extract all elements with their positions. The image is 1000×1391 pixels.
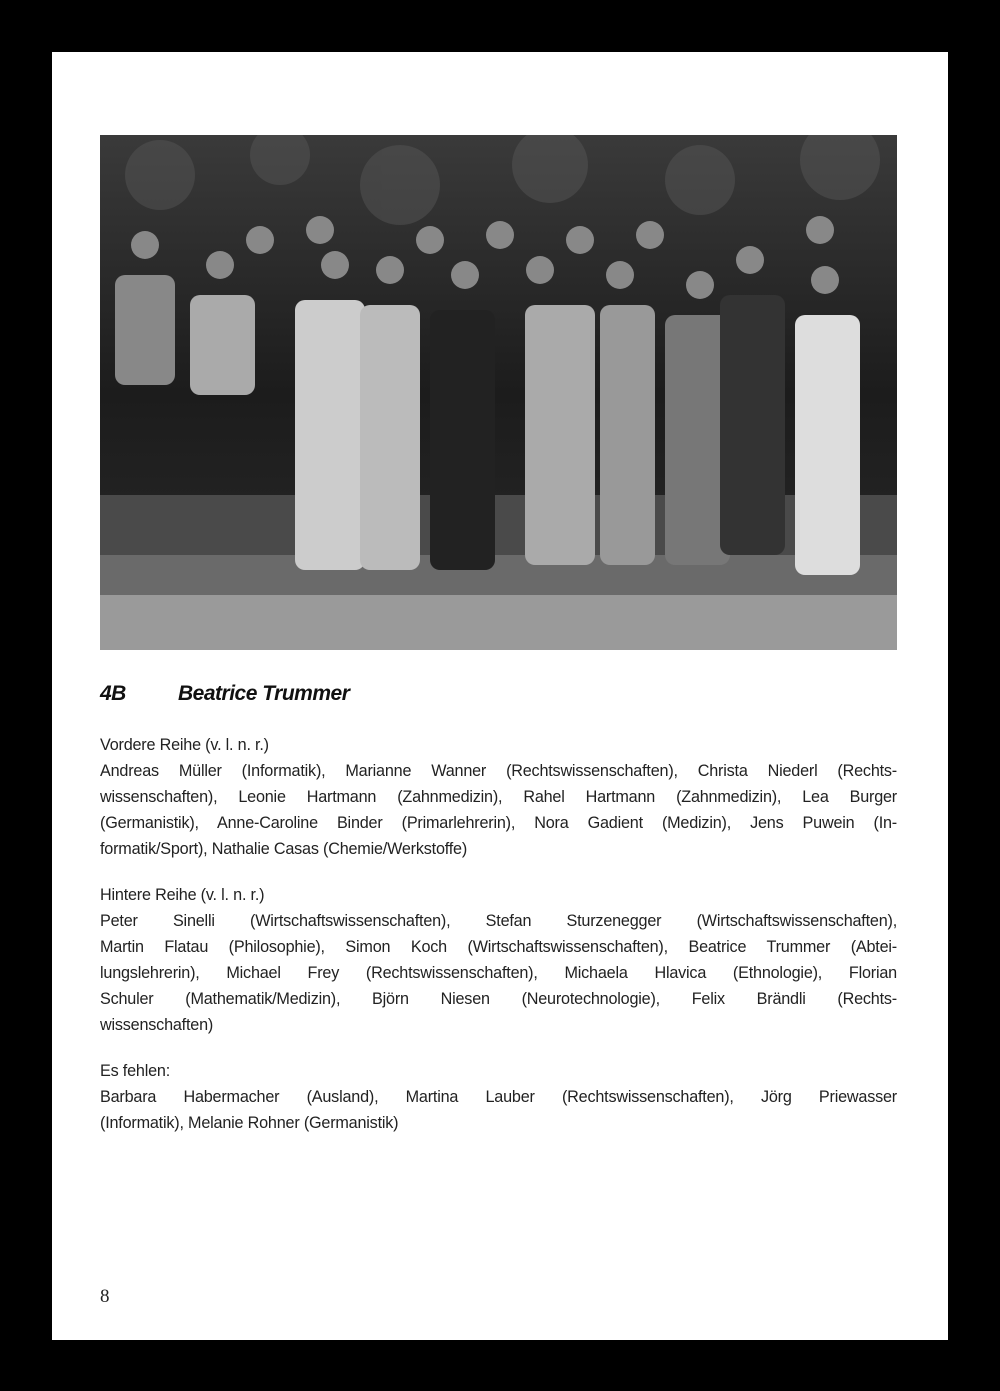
back-row-line: Schuler (Mathematik/Medizin), Björn Niesen (Neurotechnologie), Felix Brändli (Rechts- [100,990,897,1008]
missing-line: (Informatik), Melanie Rohner (Germanistik) [100,1114,399,1132]
front-row-line: formatik/Sport), Nathalie Casas (Chemie/Werkstoffe) [100,840,468,858]
back-row-line: Martin Flatau (Philosophie), Simon Koch (Wirtschaftswissenschaften), Beatrice Trummer (Abtei- [100,938,897,956]
missing-section [100,1058,897,1136]
missing-line: Barbara Habermacher (Ausland), Martina Lauber (Rechtswissenschaften), Jörg Priewasser [100,1088,897,1106]
section-heading [100,682,349,706]
back-row-section [100,882,897,1038]
back-row-title: Hintere Reihe (v. l. n. r.) [100,886,265,904]
document-page [52,52,948,1340]
back-row-line: wissenschaften) [100,1016,214,1034]
back-row-line: Peter Sinelli (Wirtschaftswissenschaften), Stefan Sturzenegger (Wirtschaftswissenschaften), [100,912,897,930]
missing-title: Es fehlen: [100,1062,170,1080]
page-number: 8 [100,1286,110,1307]
front-row-section [100,732,897,862]
class-group-photo [100,135,897,650]
back-row-line: lungslehrerin), Michael Frey (Rechtswissenschaften), Michaela Hlavica (Ethnologie), Florian [100,964,897,982]
front-row-line: wissenschaften), Leonie Hartmann (Zahnmedizin), Rahel Hartmann (Zahnmedizin), Lea Burger [100,788,897,806]
front-row-line: (Germanistik), Anne-Caroline Binder (Primarlehrerin), Nora Gadient (Medizin), Jens Puwein (In- [100,814,897,832]
front-row-title: Vordere Reihe (v. l. n. r.) [100,736,269,754]
front-row-line: Andreas Müller (Informatik), Marianne Wanner (Rechtswissenschaften), Christa Niederl (Rechts- [100,762,897,780]
teacher-name: Beatrice Trummer [178,682,350,705]
class-label: 4B [100,682,126,705]
photo-illustration [100,135,897,650]
